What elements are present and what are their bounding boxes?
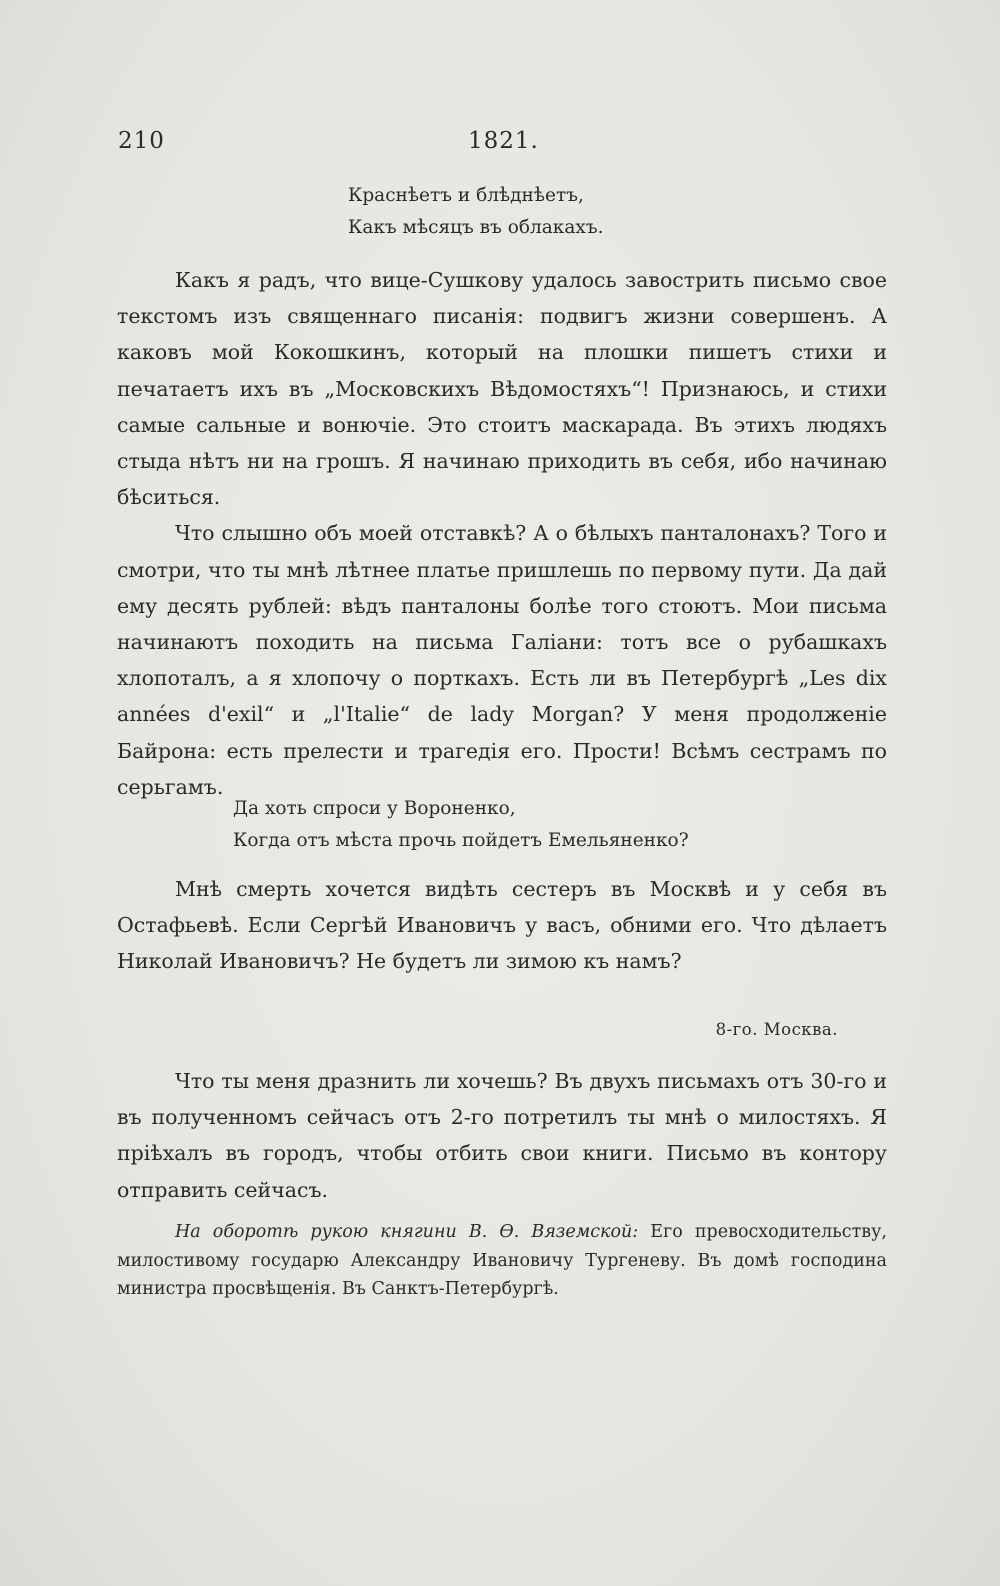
- paragraph: Что ты меня дразнить ли хочешь? Въ двухъ письмахъ отъ 30-го и въ полученномъ сейчасъ отъ 2-го потретилъ ты мнѣ о милостяхъ. Я пріѣхалъ въ городъ, чтобы отбить свои книги. Письмо въ контору отправить сейчасъ.: [117, 1069, 887, 1202]
- verse-line: Какъ мѣсяцъ въ облакахъ.: [348, 217, 604, 238]
- verse-line: Краснѣетъ и блѣднѣетъ,: [348, 185, 584, 206]
- page-number: 210: [118, 128, 165, 154]
- note-italic-intro: На оборотѣ рукою княгини В. Ѳ. Вяземской:: [175, 1222, 639, 1242]
- letter-body-part-3: [117, 1063, 887, 1208]
- letter-body-part-1: [117, 262, 887, 805]
- note-address-text: Его превосходительству, милостивому государю Александру Ивановичу Тургеневу. Въ домѣ господина министра просвѣщенія. Въ Санктъ-Петербургѣ.: [117, 1222, 887, 1299]
- paragraph: Что слышно объ моей отставкѣ? А о бѣлыхъ панталонахъ? Того и смотри, что ты мнѣ лѣтнее платье пришлешь по первому пути. Да дай ему десять рублей: вѣдъ панталоны болѣе того стоютъ. Мои письма начинаютъ походить на письма Галіани: тотъ все о рубашкахъ хлопоталъ, а я хлопочу о порткахъ. Есть ли въ Петербургѣ „Les dix années d'exil“ и „l'Italie“ de lady Morgan? У меня продолженіе Байрона: есть прелести и трагедія его. Прости! Всѣмъ сестрамъ по серьгамъ.: [117, 521, 887, 799]
- verse-line: Да хоть спроси у Вороненко,: [233, 798, 516, 819]
- verse-quote-1: [348, 180, 604, 244]
- paragraph: Мнѣ смерть хочется видѣть сестеръ въ Москвѣ и у себя въ Остафьевѣ. Если Сергѣй Ивановичъ у васъ, обними его. Что дѣлаетъ Николай Ивановичъ? Не будетъ ли зимою къ намъ?: [117, 877, 887, 974]
- running-header: [118, 128, 888, 164]
- dateline: 8-го. Москва.: [715, 1020, 838, 1039]
- paragraph: Какъ я радъ, что вице-Сушкову удалось завострить письмо свое текстомъ изъ священнаго писанія: подвигъ жизни совершенъ. А каковъ мой Кокошкинъ, который на плошки пишетъ стихи и печатаетъ ихъ въ „Московскихъ Вѣдомостяхъ“! Признаюсь, и стихи самые сальные и вонючіе. Это стоитъ маскарада. Въ этихъ людяхъ стыда нѣтъ ни на грошъ. Я начинаю приходить въ себя, ибо начинаю бѣситься.: [117, 268, 887, 510]
- verse-quote-2: [233, 793, 689, 857]
- letter-body-part-2: [117, 871, 887, 980]
- running-title-year: 1821.: [468, 128, 539, 154]
- editorial-note: [117, 1218, 887, 1304]
- verse-line: Когда отъ мѣста прочь пойдетъ Емельяненко?: [233, 830, 689, 851]
